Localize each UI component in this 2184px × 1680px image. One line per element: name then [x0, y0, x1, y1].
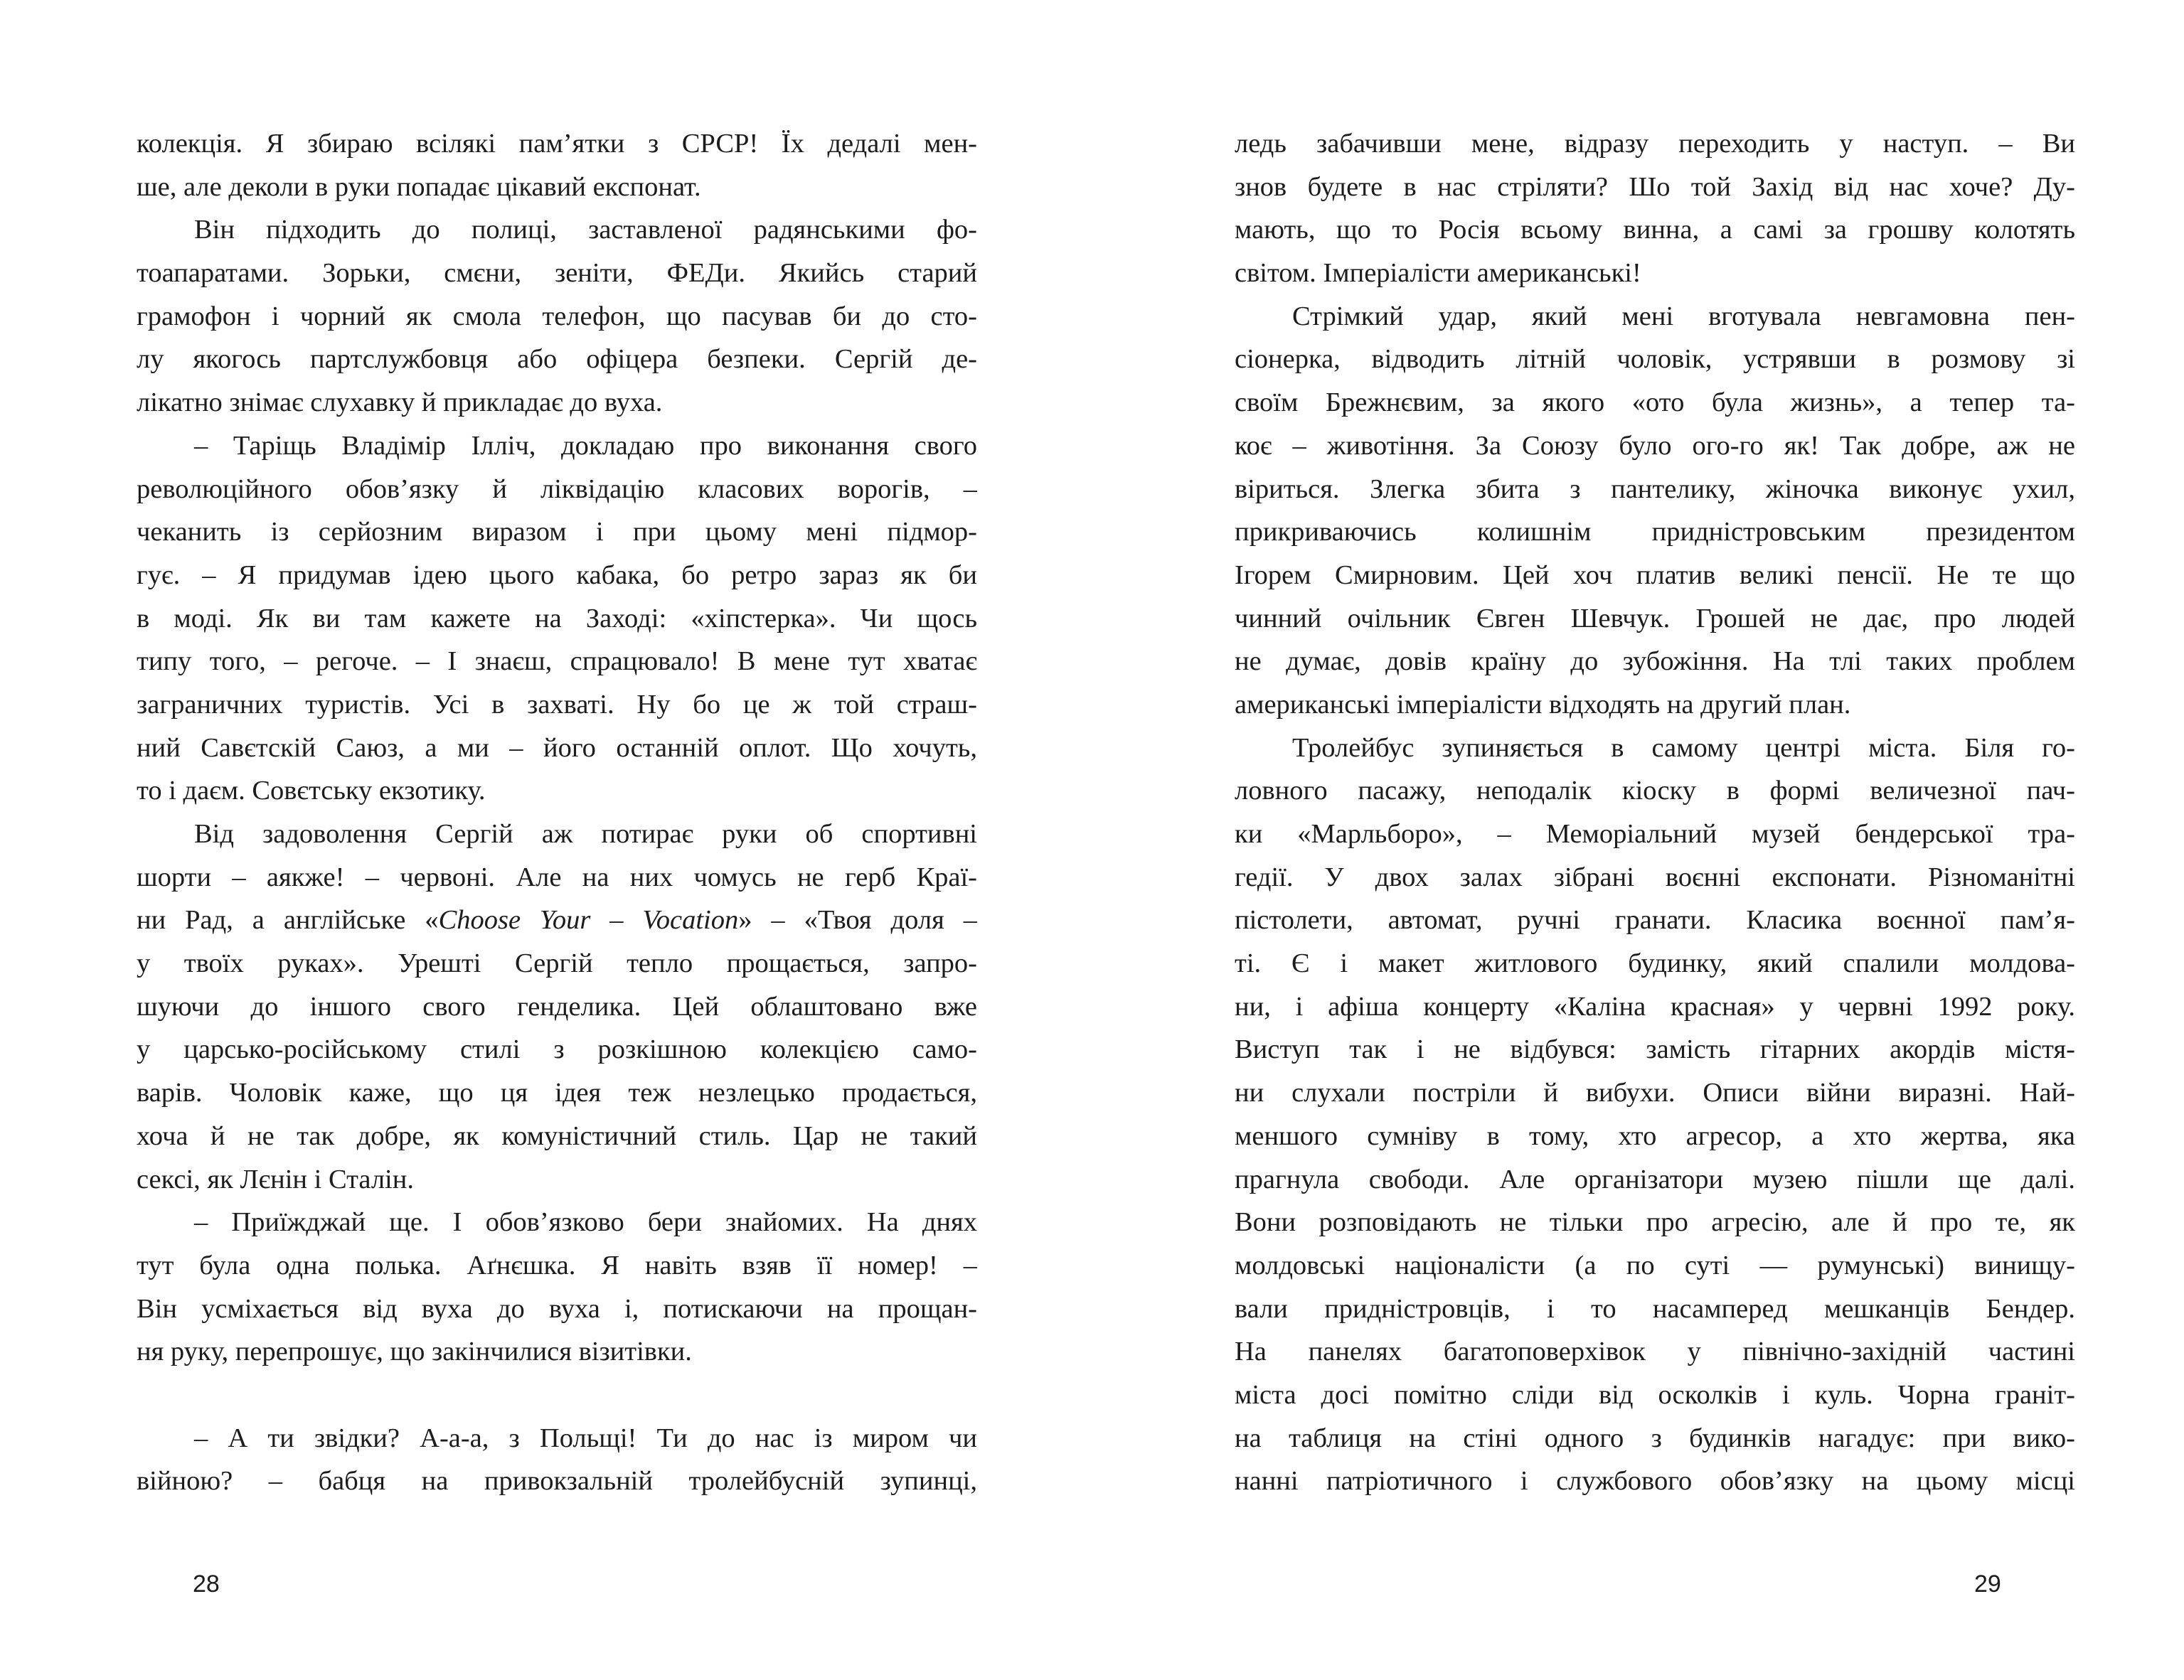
text-line: гедії. У двох залах зібрані воєнні експонати. Різноманітні: [1235, 862, 2075, 892]
text-line: ня руку, перепрошує, що закінчилися візитівки.: [137, 1337, 692, 1367]
text-line: віриться. Злегка збита з пантелику, жіночка виконує ухил,: [1235, 473, 2075, 504]
text-line: на таблиця на стіні одного з будинків нагадує: при вико-: [1235, 1423, 2075, 1453]
text-line: шуючи до іншого свого генделика. Цей облаштовано вже: [137, 991, 977, 1022]
text-line: пістолети, автомат, ручні гранати. Класика воєнної пам’я-: [1235, 905, 2075, 936]
text-line: – А ти звідки? А-а-а, з Польщі! Ти до нас із миром чи: [194, 1423, 977, 1453]
italic-title: Choose Your – Vocation: [438, 905, 739, 936]
text-line: світом. Імперіалісти американські!: [1235, 258, 1641, 289]
text-line: ті. Є і макет житлового будинку, який спалили молдова-: [1235, 948, 2075, 979]
text-line: прикриваючись колишнім придністровським президентом: [1235, 517, 2075, 547]
text-line: Стрімкий удар, який мені вготувала невгамовна пен-: [1292, 301, 2075, 331]
page-number: 29: [1974, 1571, 2001, 1598]
text-line: знов будете в нас стріляти? Шо той Захід від нас хоче? Ду-: [1235, 171, 2075, 202]
text-line: у царсько-російському стилі з розкішною колекцією само-: [137, 1034, 977, 1065]
text-line: ловного пасажу, неподалік кіоску в формі величезної пач-: [1235, 776, 2075, 806]
text-line: ки «Марльборо», – Меморіальний музей бендерської тра-: [1235, 819, 2075, 849]
text-line: шорти – аякже! – червоні. Але на них чомусь не герб Краї-: [137, 862, 977, 892]
text-line: ледь забачивши мене, відразу переходить у наступ. – Ви: [1235, 129, 2075, 159]
text-line: заграничних туристів. Усі в захваті. Ну бо це ж той страш-: [137, 689, 977, 719]
section-break: [137, 1374, 977, 1417]
text-line: чинний очільник Євген Шевчук. Грошей не дає, про людей: [1235, 603, 2075, 633]
text-line: у твоїх руках». Урешті Сергій тепло прощається, запро-: [137, 948, 977, 979]
text-line: молдовські націоналісти (а по суті — румунські) винищу-: [1235, 1250, 2075, 1280]
text-run: » – «Твоя доля –: [738, 905, 977, 936]
text-line: Він підходить до полиці, заставленої радянськими фо-: [194, 215, 977, 245]
text-line: війною? – бабця на привокзальній тролейбусній зупинці,: [137, 1466, 977, 1497]
text-line: лікатно знімає слухавку й прикладає до вуха.: [137, 387, 663, 418]
text-line: типу того, – регоче. – І знаєш, спрацювало! В мене тут хватає: [137, 646, 977, 677]
text-line: хоча й не так добре, як комуністичний стиль. Цар не такий: [137, 1120, 977, 1151]
text-line: Тролейбус зупиняється в самому центрі міста. Біля го-: [1292, 732, 2075, 763]
text-line: лу якогось партслужбовця або офіцера безпеки. Сергій де-: [137, 344, 977, 375]
text-line: ни слухали постріли й вибухи. Описи війни виразні. Най-: [1235, 1078, 2075, 1108]
text-line: грамофон і чорний як смола телефон, що пасував би до сто-: [137, 301, 977, 331]
text-line: не думає, довів країну до зубожіння. На тлі таких проблем: [1235, 646, 2075, 677]
text-line: Виступ так і не відбувся: замість гітарних акордів містя-: [1235, 1034, 2075, 1065]
right-page-text: [1235, 122, 2075, 1503]
text-line: своїм Брежнєвим, за якого «ото була жизнь», а тепер та-: [1235, 387, 2075, 418]
text-line: меншого сумніву в тому, хто агресор, а хто жертва, яка: [1235, 1120, 2075, 1151]
right-page: [1092, 0, 2184, 1680]
text-line: – Таріщь Владімір Ілліч, докладаю про виконання свого: [194, 430, 977, 461]
text-line: На панелях багатоповерхівок у північно-західній частині: [1235, 1337, 2075, 1367]
text-line: вали придністровців, і то насамперед мешканців Бендер.: [1235, 1293, 2075, 1324]
text-line: тут була одна полька. Аґнєшка. Я навіть взяв її номер! –: [137, 1250, 977, 1280]
text-line: прагнула свободи. Але організатори музею пішли ще далі.: [1235, 1164, 2075, 1194]
text-line: чеканить із серйозним виразом і при цьому мені підмор-: [137, 517, 977, 547]
text-line: колекція. Я збираю всілякі пам’ятки з СРСР! Їх дедалі мен-: [137, 129, 977, 159]
text-line: мають, що то Росія всьому винна, а самі за грошву колотять: [1235, 215, 2075, 245]
text-line: міста досі помітно сліди від осколків і куль. Чорна граніт-: [1235, 1379, 2075, 1410]
text-line: нанні патріотичного і службового обов’язку на цьому місці: [1235, 1466, 2075, 1497]
text-line: то і даєм. Совєтську екзотику.: [137, 776, 486, 806]
text-line: ний Савєтскій Саюз, а ми – його останній оплот. Що хочуть,: [137, 732, 977, 763]
text-line: тоапаратами. Зорьки, смєни, зеніти, ФЕДи. Якийсь старий: [137, 258, 977, 289]
text-line: в моді. Як ви там кажете на Заході: «хіпстерка». Чи щось: [137, 603, 977, 633]
text-line: американські імперіалісти відходять на другий план.: [1235, 689, 1851, 719]
text-line: сексі, як Лєнін і Сталін.: [137, 1164, 414, 1194]
text-line-with-italic: [137, 899, 977, 942]
text-line: – Приїжджай ще. І обов’язково бери знайомих. На днях: [194, 1207, 977, 1238]
text-line: Ігорем Смирновим. Цей хоч платив великі пенсії. Не те що: [1235, 560, 2075, 590]
text-line: ни, і афіша концерту «Каліна красная» у червні 1992 року.: [1235, 991, 2075, 1022]
text-line: революційного обов’язку й ліквідацію класових ворогів, –: [137, 473, 977, 504]
text-line: Від задоволення Сергій аж потирає руки об спортивні: [194, 819, 977, 849]
text-line: сіонерка, відводить літній чоловік, устрявши в розмову зі: [1235, 344, 2075, 375]
text-line: гує. – Я придумав ідею цього кабака, бо ретро зараз як би: [137, 560, 977, 590]
page-number: 28: [193, 1571, 220, 1598]
text-run: ни Рад, а англійське «: [137, 905, 439, 936]
text-line: ше, але деколи в руки попадає цікавий експонат.: [137, 171, 701, 202]
left-page-text: [137, 122, 977, 1503]
text-line: коє – животіння. За Союзу було ого-го як! Так добре, аж не: [1235, 430, 2075, 461]
text-line: варів. Чоловік каже, що ця ідея теж незлецько продається,: [137, 1078, 977, 1108]
text-line: Він усміхається від вуха до вуха і, потискаючи на прощан-: [137, 1293, 977, 1324]
text-line: Вони розповідають не тільки про агресію, але й про те, як: [1235, 1207, 2075, 1238]
